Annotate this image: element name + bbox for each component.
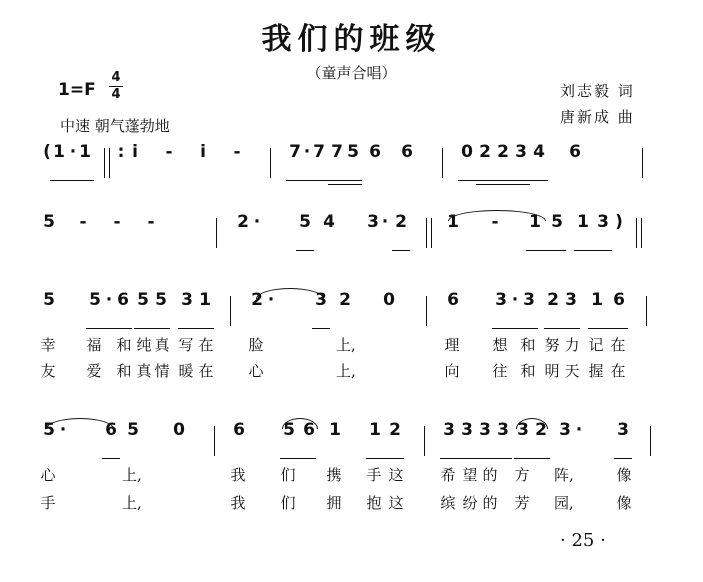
- lyric-syllable: 在: [198, 336, 214, 354]
- bar-line: [424, 426, 425, 456]
- lyric-syllable: 爱: [86, 362, 102, 380]
- note: 1: [529, 212, 541, 232]
- lyric-syllable: 在: [610, 336, 626, 354]
- note: 3: [517, 420, 529, 440]
- key-signature: 1=F: [58, 80, 96, 100]
- lyric-syllable: 真: [154, 336, 170, 354]
- note: 3: [515, 142, 527, 162]
- note: 2: [497, 142, 509, 162]
- lyric-syllable: 幸: [40, 336, 56, 354]
- lyric-syllable: 往: [492, 362, 508, 380]
- notation-system-2: [30, 212, 680, 272]
- note: 3: [497, 420, 509, 440]
- song-subtitle: （童声合唱）: [306, 64, 397, 82]
- lyric-syllable: 纯: [136, 336, 152, 354]
- time-signature: [109, 70, 123, 103]
- note: 5: [137, 290, 149, 310]
- lyric-syllable: 脸: [248, 336, 264, 354]
- lyric-syllable: 们: [280, 466, 296, 484]
- note: i: [200, 142, 206, 162]
- lyric-syllable: 希: [440, 466, 456, 484]
- beam: [574, 250, 612, 251]
- beam: [492, 328, 538, 329]
- note: 5: [43, 290, 55, 310]
- beam: [286, 180, 362, 181]
- note: 3: [523, 290, 535, 310]
- bar-line: [636, 218, 637, 248]
- lyric-syllable: 上,: [122, 494, 142, 512]
- lyric-syllable: 和: [520, 362, 536, 380]
- lyric-syllable: 望: [462, 466, 478, 484]
- note: 1: [199, 290, 211, 310]
- lyric-syllable: 的: [482, 466, 498, 484]
- lyric-syllable: 心: [40, 466, 56, 484]
- beam: [102, 458, 120, 459]
- lyric-syllable: 我: [230, 494, 246, 512]
- note: 3: [495, 290, 507, 310]
- note: 3: [617, 420, 629, 440]
- note-dot: ·: [511, 290, 519, 310]
- lyric-syllable: 友: [40, 362, 56, 380]
- note-dot: ·: [69, 142, 77, 162]
- note: 3: [559, 420, 571, 440]
- beam: [440, 458, 512, 459]
- lyric-syllable: 拥: [326, 494, 342, 512]
- note: 5: [347, 142, 359, 162]
- note: 2: [237, 212, 249, 232]
- beam: [280, 458, 316, 459]
- note-dot: ·: [575, 420, 583, 440]
- lyric-syllable: 明: [544, 362, 560, 380]
- note-dash: -: [165, 142, 173, 162]
- note: 0: [173, 420, 185, 440]
- beam: [458, 180, 548, 181]
- note: 6: [303, 420, 315, 440]
- bar-line: [104, 148, 105, 178]
- lyric-syllable: 握: [588, 362, 604, 380]
- lyric-syllable: 在: [610, 362, 626, 380]
- note-dash: -: [491, 212, 499, 232]
- note-paren: (: [43, 142, 51, 162]
- lyric-syllable: 手: [366, 466, 382, 484]
- beam: [392, 250, 410, 251]
- lyricist-credit: 刘志毅 词: [560, 82, 635, 100]
- beam: [514, 458, 550, 459]
- note: 3: [597, 212, 609, 232]
- note: 5: [127, 420, 139, 440]
- note: 5: [551, 212, 563, 232]
- lyric-syllable: 们: [280, 494, 296, 512]
- note-dot: ·: [267, 290, 275, 310]
- beam: [328, 184, 362, 185]
- beam: [526, 250, 566, 251]
- beam: [476, 184, 530, 185]
- lyric-syllable: 努: [544, 336, 560, 354]
- note-dash: -: [79, 212, 87, 232]
- note: 1: [591, 290, 603, 310]
- note: 5: [43, 420, 55, 440]
- lyrics-verse-2b: [30, 492, 680, 516]
- note: 6: [613, 290, 625, 310]
- note: 1: [329, 420, 341, 440]
- note-dot: ·: [59, 420, 67, 440]
- beam: [544, 328, 580, 329]
- note-dot: ·: [303, 142, 311, 162]
- note: 5: [155, 290, 167, 310]
- note: 5: [283, 420, 295, 440]
- note: 0: [383, 290, 395, 310]
- note-paren: ): [615, 212, 623, 232]
- note: 6: [569, 142, 581, 162]
- note: 2: [395, 212, 407, 232]
- lyric-syllable: 阵,: [554, 466, 574, 484]
- lyric-syllable: 暖: [178, 362, 194, 380]
- time-signature-bottom: 4: [111, 87, 121, 102]
- notation-system-1: [30, 142, 680, 202]
- note-dash: -: [113, 212, 121, 232]
- note: 1: [577, 212, 589, 232]
- lyric-syllable: 抱: [366, 494, 382, 512]
- bar-line: [646, 296, 647, 326]
- lyric-syllable: 方: [514, 466, 530, 484]
- note: 2: [547, 290, 559, 310]
- repeat-colon: :: [117, 142, 125, 162]
- lyric-syllable: 这: [388, 466, 404, 484]
- note: 6: [105, 420, 117, 440]
- note: 6: [401, 142, 413, 162]
- note: 2: [535, 420, 547, 440]
- bar-line: [650, 426, 651, 456]
- lyric-syllable: 向: [444, 362, 460, 380]
- note: 3: [315, 290, 327, 310]
- beam: [50, 180, 94, 181]
- lyric-syllable: 上,: [336, 336, 356, 354]
- lyric-syllable: 这: [388, 494, 404, 512]
- composer-credit: 唐新成 曲: [560, 108, 635, 126]
- note: 5: [89, 290, 101, 310]
- bar-line: [109, 148, 110, 178]
- beam: [614, 458, 632, 459]
- lyric-syllable: 上,: [336, 362, 356, 380]
- lyric-syllable: 写: [178, 336, 194, 354]
- lyric-syllable: 福: [86, 336, 102, 354]
- note: 3: [181, 290, 193, 310]
- bar-line: [442, 148, 443, 178]
- note: 3: [479, 420, 491, 440]
- lyric-syllable: 和: [116, 336, 132, 354]
- note-dot: ·: [253, 212, 261, 232]
- lyric-syllable: 和: [520, 336, 536, 354]
- time-signature-top: 4: [111, 70, 121, 85]
- note: 1: [369, 420, 381, 440]
- lyric-syllable: 园,: [554, 494, 574, 512]
- note: 2: [389, 420, 401, 440]
- bar-line: [426, 296, 427, 326]
- note: 5: [299, 212, 311, 232]
- note: i: [132, 142, 138, 162]
- beam: [588, 328, 628, 329]
- lyric-syllable: 我: [230, 466, 246, 484]
- bar-line: [270, 148, 271, 178]
- note: 1: [53, 142, 65, 162]
- beam: [296, 250, 314, 251]
- note: 1: [79, 142, 91, 162]
- note: 7: [289, 142, 301, 162]
- lyrics-verse-2: [30, 360, 680, 384]
- lyric-syllable: 纷: [462, 494, 478, 512]
- note: 3: [443, 420, 455, 440]
- note: 2: [479, 142, 491, 162]
- lyric-syllable: 天: [564, 362, 580, 380]
- bar-line: [214, 426, 215, 456]
- lyric-syllable: 手: [40, 494, 56, 512]
- note: 3: [367, 212, 379, 232]
- lyric-syllable: 的: [482, 494, 498, 512]
- beam: [178, 328, 214, 329]
- lyric-syllable: 情: [154, 362, 170, 380]
- tempo-marking: 中速 朝气蓬勃地: [60, 117, 170, 135]
- note: 0: [461, 142, 473, 162]
- lyric-syllable: 理: [444, 336, 460, 354]
- note: 2: [251, 290, 263, 310]
- bar-line: [431, 218, 432, 248]
- note: 3: [565, 290, 577, 310]
- lyric-syllable: 像: [616, 466, 632, 484]
- bar-line: [216, 218, 217, 248]
- note-dot: ·: [105, 290, 113, 310]
- bar-line: [426, 218, 427, 248]
- note: 1: [447, 212, 459, 232]
- note: 5: [43, 212, 55, 232]
- note-dash: -: [233, 142, 241, 162]
- lyric-syllable: 携: [326, 466, 342, 484]
- lyric-syllable: 像: [616, 494, 632, 512]
- note: 6: [117, 290, 129, 310]
- lyric-syllable: 缤: [440, 494, 456, 512]
- bar-line: [230, 296, 231, 326]
- lyric-syllable: 上,: [122, 466, 142, 484]
- lyric-syllable: 真: [136, 362, 152, 380]
- lyric-syllable: 在: [198, 362, 214, 380]
- note: 2: [339, 290, 351, 310]
- lyric-syllable: 力: [564, 336, 580, 354]
- lyric-syllable: 心: [248, 362, 264, 380]
- beam: [366, 458, 404, 459]
- note-dash: -: [147, 212, 155, 232]
- beam: [134, 328, 170, 329]
- page-number: · 25 ·: [560, 530, 606, 551]
- beam: [312, 328, 330, 329]
- note: 6: [369, 142, 381, 162]
- bar-line: [642, 148, 643, 178]
- note-dot: ·: [381, 212, 389, 232]
- bar-line: [641, 218, 642, 248]
- lyrics-verse-1: [30, 334, 680, 358]
- note: 3: [461, 420, 473, 440]
- note: 4: [323, 212, 335, 232]
- note: 6: [447, 290, 459, 310]
- lyric-syllable: 想: [492, 336, 508, 354]
- song-title: 我们的班级: [261, 22, 442, 57]
- lyric-syllable: 和: [116, 362, 132, 380]
- lyrics-verse-1b: [30, 464, 680, 488]
- note: 7: [331, 142, 343, 162]
- note: 7: [313, 142, 325, 162]
- beam: [86, 328, 132, 329]
- note: 4: [533, 142, 545, 162]
- lyric-syllable: 芳: [514, 494, 530, 512]
- lyric-syllable: 记: [588, 336, 604, 354]
- note: 6: [233, 420, 245, 440]
